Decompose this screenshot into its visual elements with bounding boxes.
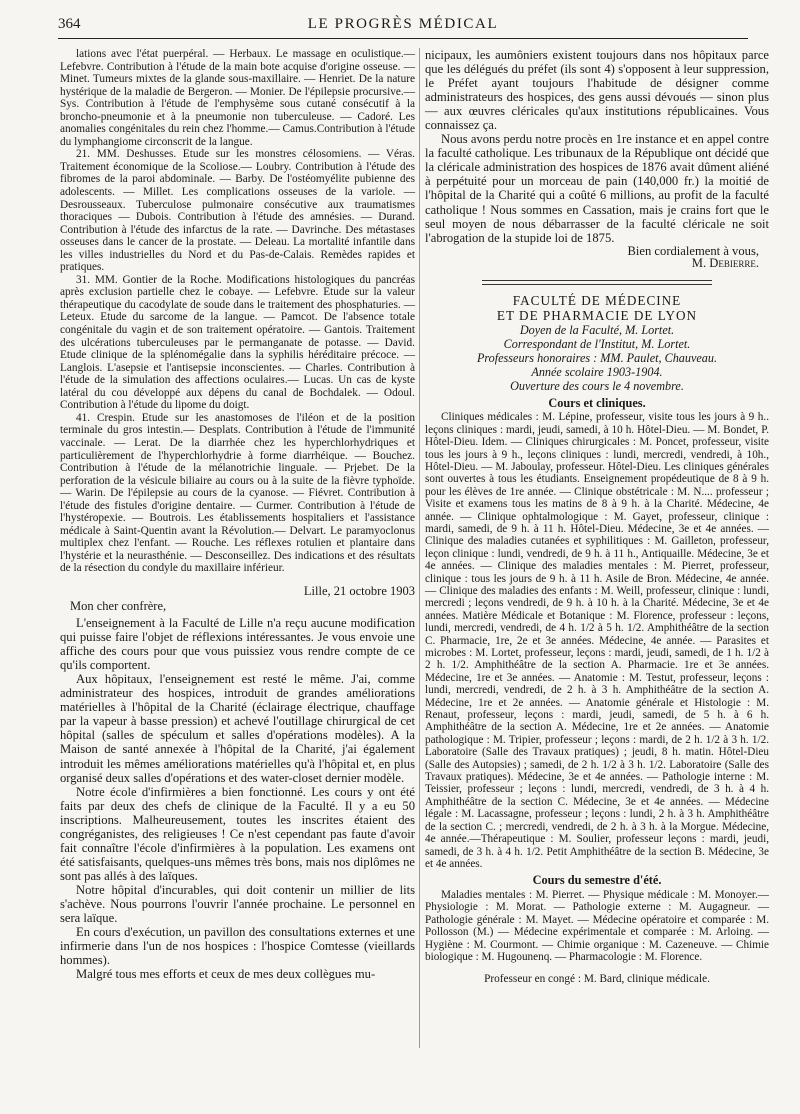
letter-paragraph: nicipaux, les aumôniers existent toujours dans nos hôpitaux parce que les délégués du préfet (ils sont 4) s'opposent à leur suppression, le Préfet ayant toujours l'habitude de désigner comme administrateurs des hospices, des gens aussi dévoués — sinon plus — aux œuvres cléricales qu'aux institutions républicaines. Vous connaissez ça. — [425, 48, 769, 133]
correspondent-line: Correspondant de l'Institut, M. Lortet. — [503, 336, 691, 351]
letter-paragraph: Notre hôpital d'incurables, qui doit contenir un millier de lits s'achève. Nous pourrons l'ouvrir l'année prochaine. Le personnel en sera laïque. — [60, 882, 415, 926]
summer-courses-list — [425, 889, 769, 963]
letter-paragraph: Aux hôpitaux, l'enseignement est resté le même. J'ai, comme administrateur des hospices, introduit de grandes améliorations matérielles à l'hôpital de la Charité (éclairage électrique, chauffage par la vapeur à basse pression) et achevé l'outillage chirurgical de cet hôpital (salles de spéculum et salles d'opérations modèles). A la Maison de santé annexée à l'hôpital de la Charité, j'ai également introduit les mêmes améliorations matérielles qu'à l'hôpital et, en plus organisé deux salles d'opérations et des water-closet dernier modèle. — [60, 672, 415, 785]
school-year-line: Année scolaire 1903-1904. — [531, 364, 663, 379]
thesis-paragraph: 31. MM. Gontier de la Roche. Modifications histologiques du pancréas après exclusion partielle chez le cobaye. — Lefebvre. Etude sur la valeur thérapeutique du cacodylate de soude dans le traitement des phosphaturies. — Leteux. Etude du sarcome de la langue. — Pamcot. De l'absence totale congénitale du vagin et de son traitement opératoire. — Gantois. Traitement des ulcérations tuberculeuses par le permanganate de potasse. — David. Etude clinique de la splénomégalie dans la syphilis héréditaire précoce. — Langlois. L'asepsie et l'antisepsie inconscientes. — Charles. Contribution à l'étude de la simulation des affections oculaires.— Lucas. Un cas de kyste latéral du cou développé aux dépens du canal de Bochdalek. — Odoul. Contribution à l'étude du lipome du doigt. — [60, 273, 415, 412]
courses-paragraph: Cliniques médicales : M. Lépine, professeur, visite tous les jours à 9 h.. leçons cliniques : mardi, jeudi, samedi, à 10 h. Hôtel-Dieu. — M. Bondet, P. Hôtel-Dieu. Idem. — Cliniques chirurgicales : M. Poncet, professeur, visite tous les jours à 9 h., leçons cliniques : lundi, mercredi, vendredi, à 10h., Hôtel-Dieu. — M. Jaboulay, professeur. Hôtel-Dieu. Les cliniques générales sont ouvertes à tous les étudiants. Enseignement propédeutique de 8 à 9 h. pour les élèves de 1re année. — Clinique obstétricale : M. N.... professeur ; Visite et examens tous les matins de 8 à 9 h. à la Charité. Médecine, 4e année. — Clinique ophtalmologique : M. Gayet, professeur, clinique : mardi, samedi, de 9 h. à 11 h. Hôtel-Dieu. Médecine, 3e et 4e années. — Clinique des maladies cutanées et syphilitiques : M. Gailleton, professeur, leçon clinique : lundi, vendredi, de 9 h. à 11 h., Antiquaille. Médecine, 3e et 4e années. — Clinique des maladies mentales : M. Pierret, professeur, clinique : tous les jours de 9 h. à 11 h. Asile de Bron. Médecine, 4e année. — Clinique des maladies des enfants : M. Weill, professeur, clinique : lundi, mercredi ; leçons vendredi, de 9 h. à 10 h. à la Charité. Médecine, 3e et 4e années. Matière Médicale et Botanique : M. Florence, professeur : leçons, lundi, mercredi, vendredi, de 4 h. 1/2 à 5 h. 1/2. Amphithéâtre de la section C. Pharmacie, 1re, 2e et 3e années. Médecine, 4e année. — Parasites et microbes : M. Lortet, professeur, leçons : mardi, jeudi, samedi, de 1 h. 1/2 à 2 h. 1/2. Amphithéâtre de la section A. Pharmacie. 1re et 3e années. Médecine, 1re et 3e années. — Anatomie : M. Testut, professeur, leçons : lundi, mercredi, vendredi, de 2 h. à 3 h. Amphithéâtre de la section A. Médecine, 1re et 2e années. — Anatomie générale et Histologie : M. Renaut, professeur, leçons : mardi, jeudi, samedi, de 5 h. à 6 h. Amphithéâtre de la section A. Médecine, 1re et 2e années. — Anatomie pathologique : M. Tripier, professeur ; leçons : mardi, de 2 h. 1/2 à 3 h. 1/2. Laboratoire (Salle des Travaux pratiques) ; jeudi, 8 h. matin. Hôtel-Dieu (Salle des Autopsies) ; samedi, de 2 h. 1/2 à 3 h. 1/2. Laboratoire (Salle des Travaux pratiques). Médecine, 3e et 4e années. — Pathologie interne : M. Teissier, professeur ; leçons : lundi, mercredi, vendredi, de 3 h. à 4 h. Amphithéâtre de la section C. Médecine, 3e et 4e années. — Médecine légale : M. Lacassagne, professeur ; leçons : lundi, 2 h. à 3 h. Amphithéâtre de la section C. ; mercredi, vendredi, de 2 h. à 3 h. à la Morgue. Médecine, 4e année.—Thérapeutique : M. Soulier, professeur leçons : mardi, jeudi, samedi, de 3 h. à 4 h. 1/2. Petit Amphithéâtre de la section B. Médecine, 3e et 4e années. — [425, 411, 769, 870]
left-column — [60, 48, 415, 981]
letter-dateline: Lille, 21 octobre 1903 — [303, 583, 415, 598]
page-header — [58, 14, 748, 39]
thesis-paragraph: 21. MM. Deshusses. Etude sur les monstres célosomiens. — Véras. Traitement économique de la Scoliose.— Loubry. Contribution à l'étude des fibromes de la paroi abdominale. — Barby. De l'ostéomyélite pubienne des adolescents. — Millet. Les complications osseuses de la variole. — Desrousseaux. Tuberculose pulmonaire consécutive aux traumatismes thoraciques — Dubois. Contribution à l'étude des amnésies. — Durand. Contribution à l'étude des infarctus de la rate. — Davrinche. Des métastases osseuses dans le cancer de la prostate. — Deleau. La mortalité infantile dans les villes industrielles du Nord et du Pas-de-Calais. Remèdes rapides et pratiques. — [60, 148, 415, 274]
courses-heading: Cours et cliniques. — [548, 395, 646, 410]
page-number: 364 — [58, 16, 81, 32]
thesis-paragraph: 41. Crespin. Etude sur les anastomoses de l'iléon et de la position terminale du gros intestin.— Desplats. Contribution à l'étude de l'immunité vaccinale. — Lerat. De la diarrhée chez les hyperchlorhydriques et particulièrement de l'hyperchlorhydrie à forme diarrhéique. — Bouchez. Contribution à l'étude de la mélanotrichie linguale. — Prjebet. De la perforation de la vésicule biliaire au cours ou à la suite de la fièvre typhoïde. — Warin. De l'épilepsie au cours de la cyanose. — Fiévret. Contribution à l'étude des fistules d'origine dentaire. — Curmer. Contribution à l'étude de l'hystéropexie. — Boutrois. Les établissements hospitaliers et l'assistance médicale à Saint-Quentin avant la Révolution.— Delvart. Le paramyoclonus multiplex chez l'enfant. — Rouche. Les réflexes rotulien et plantaire dans l'hystérie et la neurasthénie. — Desconseillez. Des indications et des résultats de la résection du condyle du maxillaire inférieur. — [60, 411, 415, 575]
letter-paragraph: L'enseignement à la Faculté de Lille n'a reçu aucune modification qui puisse faire l'objet de réflexions intéressantes. Je vous envoie une affiche des cours pour que vous puissiez vous rendre compte de ce qu'ils comportent. — [60, 616, 415, 673]
summer-courses-heading: Cours du semestre d'été. — [532, 873, 662, 888]
letter-paragraph: Nous avons perdu notre procès en 1re instance et en appel contre la faculté catholique. Les tribunaux de la République ont décidé que la cléricale administration des hospices de 1876 avait dûment aliéné à perpétuité pour un morceau de pain (140,000 fr.) la moitié de l'hôpital de la Charité qui a coûté 6 millions, au profit de la faculté catholique ! Nous sommes en Cassation, mais je crains fort que le seul moyen de nous débarrasser de la faculté cléricale ne soit l'abrogation de la stupide loi de 1875. — [425, 132, 769, 245]
right-column — [425, 48, 769, 986]
courses-list — [425, 411, 769, 870]
section-title: FACULTÉ DE MÉDECINE — [512, 292, 682, 308]
leave-note: Professeur en congé : M. Bard, clinique médicale. — [484, 973, 710, 986]
column-divider — [419, 48, 420, 1048]
section-rule — [482, 280, 712, 285]
letter-body-continued — [425, 48, 769, 245]
letter-paragraph: Notre école d'infirmières a bien fonctionné. Les cours y ont été faits par deux des chefs de clinique de la Faculté. Il y a eu 50 inscriptions. Malheureusement, toutes les inscrites étaient des congréganistes, des religieuses ! Ce n'est cependant pas faute d'avoir fait connaître l'école d'infirmières à la population. Les examens ont été satisfaisants, quelques-uns mêmes très bons, mais nos diplômes ne sont pas allés à des laïques. — [60, 784, 415, 883]
summer-courses-paragraph: Maladies mentales : M. Pierret. — Physique médicale : M. Monoyer.— Physiologie : M. Morat. — Pathologie externe : M. Augagneur. — Pathologie générale : M. Mayet. — Médecine opératoire et comparée : M. Pollosson (M.) — Médecine expérimentale et comparée : M. Arloing. — Hygiène : M. Courmont. — Chimie organique : M. Cazeneuve. — Chimie biologique : M. Hugounenq. — Pharmacologie : M. Florence. — [425, 888, 769, 963]
letter-paragraph: En cours d'exécution, un pavillon des consultations externes et une infirmerie dans l'un de nos hospices : l'hospice Comtesse (vieillards hommes). — [60, 925, 415, 968]
letter-body — [60, 616, 415, 981]
section-title: ET DE PHARMACIE DE LYON — [496, 307, 698, 323]
letter-closing: Bien cordialement à vous, — [627, 243, 759, 258]
letter-signature: M. Debierre. — [691, 256, 759, 271]
opening-line: Ouverture des cours le 4 novembre. — [510, 378, 684, 393]
letter-salutation: Mon cher confrère, — [70, 598, 167, 613]
letter-paragraph: Malgré tous mes efforts et ceux de mes deux collègues mu- — [76, 967, 376, 982]
honorary-professors-line: Professeurs honoraires : MM. Paulet, Chauveau. — [476, 350, 718, 365]
thesis-paragraph: lations avec l'état puerpéral. — Herbaux. Le massage en oculistique.— Lefebvre. Contribution à l'étude de la main bote acquise d'origine osseuse. — Minet. Tumeurs mixtes de la glande sous-maxillaire. — Henriet. De la nature hystérique de la maladie de Bergeron. — Monier. De l'épilepsie procursive.— Sys. Contribution à l'étude de l'emphysème sous cutané consécutif à la broncho-pneumonie et à la pneumonie non tuberculeuse. — Cadoré. Les anomalies congénitales du rein chez l'homme.— Camus.Contribution à l'étude du lymphangiome circonscrit de la langue. — [60, 48, 415, 148]
dean-line: Doyen de la Faculté, M. Lortet. — [519, 322, 675, 337]
journal-title: LE PROGRÈS MÉDICAL — [307, 16, 499, 32]
